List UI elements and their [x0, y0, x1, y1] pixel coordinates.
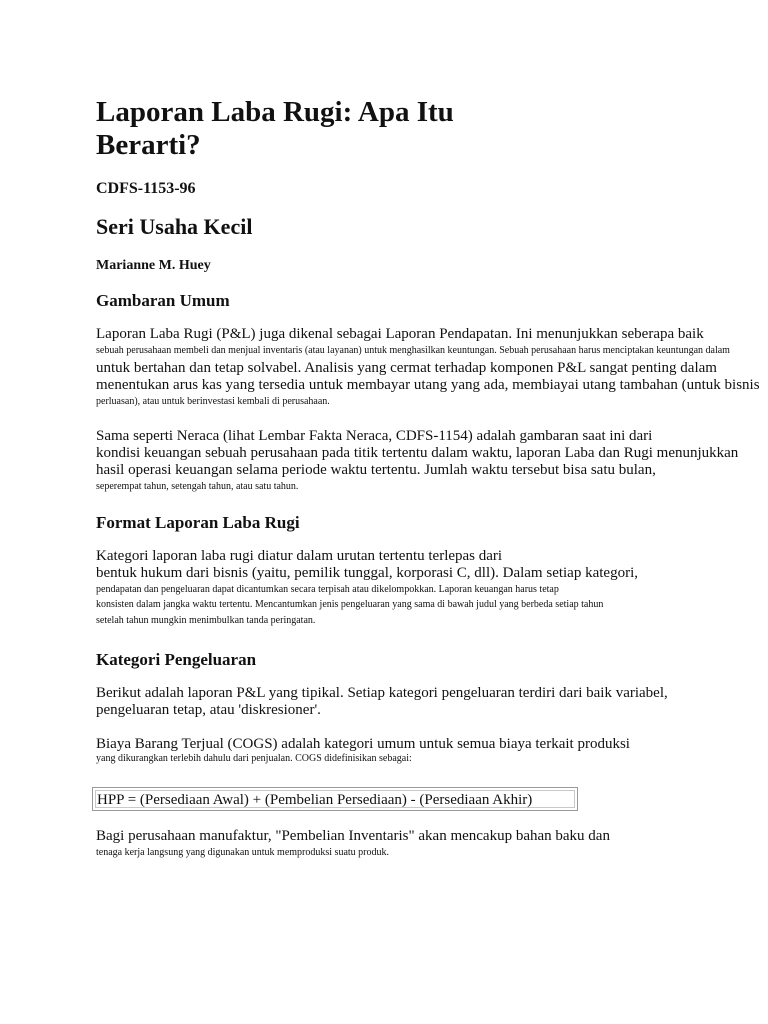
- paragraph-line: pengeluaran tetap, atau 'diskresioner'.: [96, 702, 321, 718]
- paragraph-line: konsisten dalam jangka waktu tertentu. Mencantumkan jenis pengeluaran yang sama di bawah judul yang berbeda setiap tahun: [96, 599, 604, 610]
- paragraph-line: hasil operasi keuangan selama periode waktu tertentu. Jumlah waktu tersebut bisa satu bulan,: [96, 462, 656, 478]
- paragraph-line: Kategori laporan laba rugi diatur dalam urutan tertentu terlepas dari: [96, 548, 503, 564]
- document-title: [96, 96, 454, 162]
- document-code: CDFS-1153-96: [96, 180, 196, 197]
- paragraph-line: bentuk hukum dari bisnis (yaitu, pemilik tunggal, korporasi C, dll). Dalam setiap kategori,: [96, 565, 638, 581]
- paragraph-line: Sama seperti Neraca (lihat Lembar Fakta Neraca, CDFS-1154) adalah gambaran saat ini dari: [96, 428, 653, 444]
- paragraph-line: untuk bertahan dan tetap solvabel. Analisis yang cermat terhadap komponen P&L sangat penting dalam: [96, 360, 717, 376]
- paragraph-line: sebuah perusahaan membeli dan menjual inventaris (atau layanan) untuk menghasilkan keuntungan. Sebuah perusahaan harus menciptakan keuntungan dalam: [96, 345, 730, 356]
- paragraph-line: setelah tahun mungkin menimbulkan tanda peringatan.: [96, 615, 316, 626]
- paragraph-line: yang dikurangkan terlebih dahulu dari penjualan. COGS didefinisikan sebagai:: [96, 753, 412, 764]
- paragraph-line: Biaya Barang Terjual (COGS) adalah kategori umum untuk semua biaya terkait produksi: [96, 736, 630, 752]
- paragraph-line: Bagi perusahaan manufaktur, "Pembelian Inventaris" akan mencakup bahan baku dan: [96, 828, 610, 844]
- section-heading-format: Format Laporan Laba Rugi: [96, 513, 300, 532]
- series-name: Seri Usaha Kecil: [96, 214, 253, 239]
- section-heading-expenses: Kategori Pengeluaran: [96, 650, 257, 669]
- paragraph-line: menentukan arus kas yang tersedia untuk membayar utang yang ada, membiayai utang tambahan (untuk bisnis: [96, 377, 760, 393]
- title-line-1: Laporan Laba Rugi: Apa Itu: [96, 96, 454, 128]
- paragraph-line: Laporan Laba Rugi (P&L) juga dikenal sebagai Laporan Pendapatan. Ini menunjukkan seberapa baik: [96, 326, 704, 342]
- paragraph-line: tenaga kerja langsung yang digunakan untuk memproduksi suatu produk.: [96, 847, 389, 858]
- paragraph-line: pendapatan dan pengeluaran dapat dicantumkan secara terpisah atau dikelompokkan. Laporan keuangan harus tetap: [96, 584, 559, 595]
- paragraph-line: perluasan), atau untuk berinvestasi kembali di perusahaan.: [96, 396, 330, 407]
- author-name: Marianne M. Huey: [96, 258, 211, 273]
- cogs-formula-box: HPP = (Persediaan Awal) + (Pembelian Persediaan) - (Persediaan Akhir): [92, 787, 578, 811]
- section-heading-overview: Gambaran Umum: [96, 291, 230, 310]
- paragraph-line: Berikut adalah laporan P&L yang tipikal. Setiap kategori pengeluaran terdiri dari baik variabel,: [96, 685, 668, 701]
- paragraph-line: seperempat tahun, setengah tahun, atau satu tahun.: [96, 481, 299, 492]
- paragraph-line: kondisi keuangan sebuah perusahaan pada titik tertentu dalam waktu, laporan Laba dan Rugi menunjukkan: [96, 445, 739, 461]
- title-line-2: Berarti?: [96, 129, 201, 161]
